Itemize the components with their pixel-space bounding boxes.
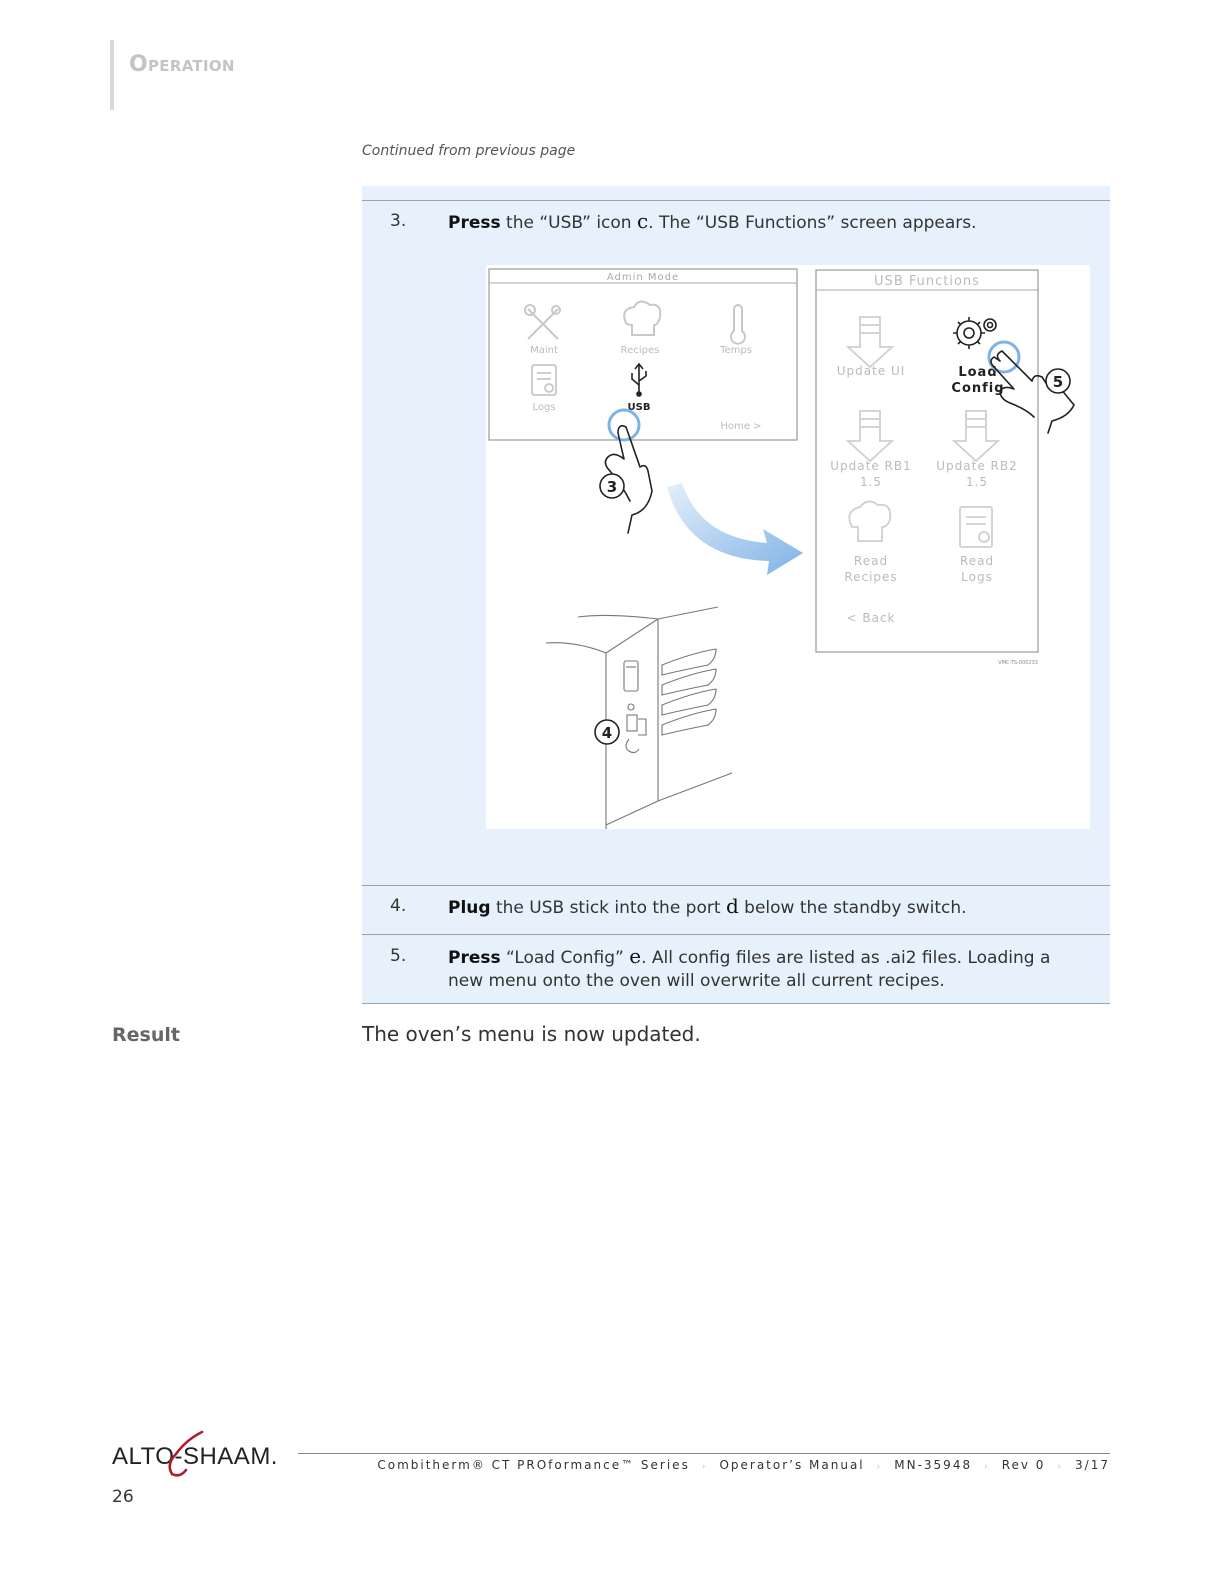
figure-code: VMC-TS-000233 xyxy=(998,660,1038,666)
step-row xyxy=(362,201,1110,886)
footer-date: 3/17 xyxy=(1075,1458,1110,1472)
result-text: The oven’s menu is now updated. xyxy=(362,1022,701,1046)
step-row xyxy=(362,886,1110,935)
step-text xyxy=(448,895,1080,920)
figure-svg xyxy=(486,265,1090,829)
callout-5: 5 xyxy=(1052,373,1064,391)
section-title: Operation xyxy=(129,52,235,77)
load-label: Load xyxy=(958,365,998,380)
read-logs-label-2: Logs xyxy=(961,570,993,584)
step-text xyxy=(448,945,1080,993)
callout-marker: d xyxy=(725,894,739,918)
update-rb1-label: Update RB1 xyxy=(830,459,912,473)
admin-item-logs: Logs xyxy=(532,402,556,413)
rb1-version: 1.5 xyxy=(859,475,883,489)
read-recipes-label-2: Recipes xyxy=(844,570,898,584)
admin-mode-screen xyxy=(489,269,797,440)
admin-mode-title: Admin Mode xyxy=(606,272,680,283)
callout-marker: e xyxy=(629,944,642,968)
result-label: Result xyxy=(112,1024,180,1046)
admin-item-recipes: Recipes xyxy=(620,345,660,356)
back-link: < Back xyxy=(846,611,896,625)
callout-3: 3 xyxy=(606,478,618,496)
step-text-part: “Load Config” xyxy=(500,948,630,968)
step-row xyxy=(362,935,1110,1004)
step-text-part: below the standby switch. xyxy=(738,898,967,918)
step-text-part: . All config files are listed as .ai2 files. Loading a new menu onto the oven will overwrite all current recipes. xyxy=(448,948,1051,991)
update-rb2-label: Update RB2 xyxy=(936,459,1018,473)
step-number: 5. xyxy=(390,946,407,966)
steps-table xyxy=(362,186,1110,1004)
callout-marker: c xyxy=(636,209,649,233)
step-text-part: . The “USB Functions” screen appears. xyxy=(648,213,977,233)
read-logs-label-1: Read xyxy=(959,554,995,568)
footer-info: Combitherm® CT PROformance™ Series › Operator’s Manual › MN-35948 › Rev 0 › 3/17 xyxy=(377,1458,1110,1472)
continued-note: Continued from previous page xyxy=(362,143,576,159)
footer-doc-number: MN-35948 xyxy=(894,1458,973,1472)
step-text-part: the USB stick into the port xyxy=(490,898,726,918)
callout-4: 4 xyxy=(601,724,613,742)
usb-functions-title: USB Functions xyxy=(874,274,980,289)
step-verb: Press xyxy=(448,948,501,968)
step-number: 3. xyxy=(390,211,407,231)
section-bar xyxy=(110,40,114,110)
admin-item-temps: Temps xyxy=(720,345,752,356)
admin-item-usb: USB xyxy=(627,402,651,413)
oven-callout xyxy=(595,720,619,744)
footer-product: Combitherm® CT PROformance™ Series xyxy=(377,1458,690,1472)
read-recipes-label-1: Read xyxy=(853,554,889,568)
step-verb: Plug xyxy=(448,898,491,918)
update-ui-label: Update UI xyxy=(836,364,906,378)
admin-home-link: Home > xyxy=(720,421,762,432)
page-number: 26 xyxy=(112,1487,134,1507)
step-verb: Press xyxy=(448,213,501,233)
config-label: Config xyxy=(951,381,1005,396)
instruction-figure xyxy=(486,265,1090,829)
rb2-version: 1.5 xyxy=(965,475,989,489)
usb-functions-screen xyxy=(816,270,1038,652)
footer-revision: Rev 0 xyxy=(1001,1458,1046,1472)
step-text xyxy=(448,210,1080,235)
oven-illustration xyxy=(546,607,732,829)
step-text-part: the “USB” icon xyxy=(500,213,637,233)
curved-arrow-icon xyxy=(667,483,803,575)
step-number: 4. xyxy=(390,896,407,916)
logo-text: ALTO-SHAAM. xyxy=(112,1443,278,1470)
alto-shaam-logo xyxy=(112,1430,287,1480)
admin-item-maint: Maint xyxy=(530,345,558,356)
footer-rule xyxy=(298,1453,1110,1454)
footer-manual: Operator’s Manual xyxy=(719,1458,865,1472)
